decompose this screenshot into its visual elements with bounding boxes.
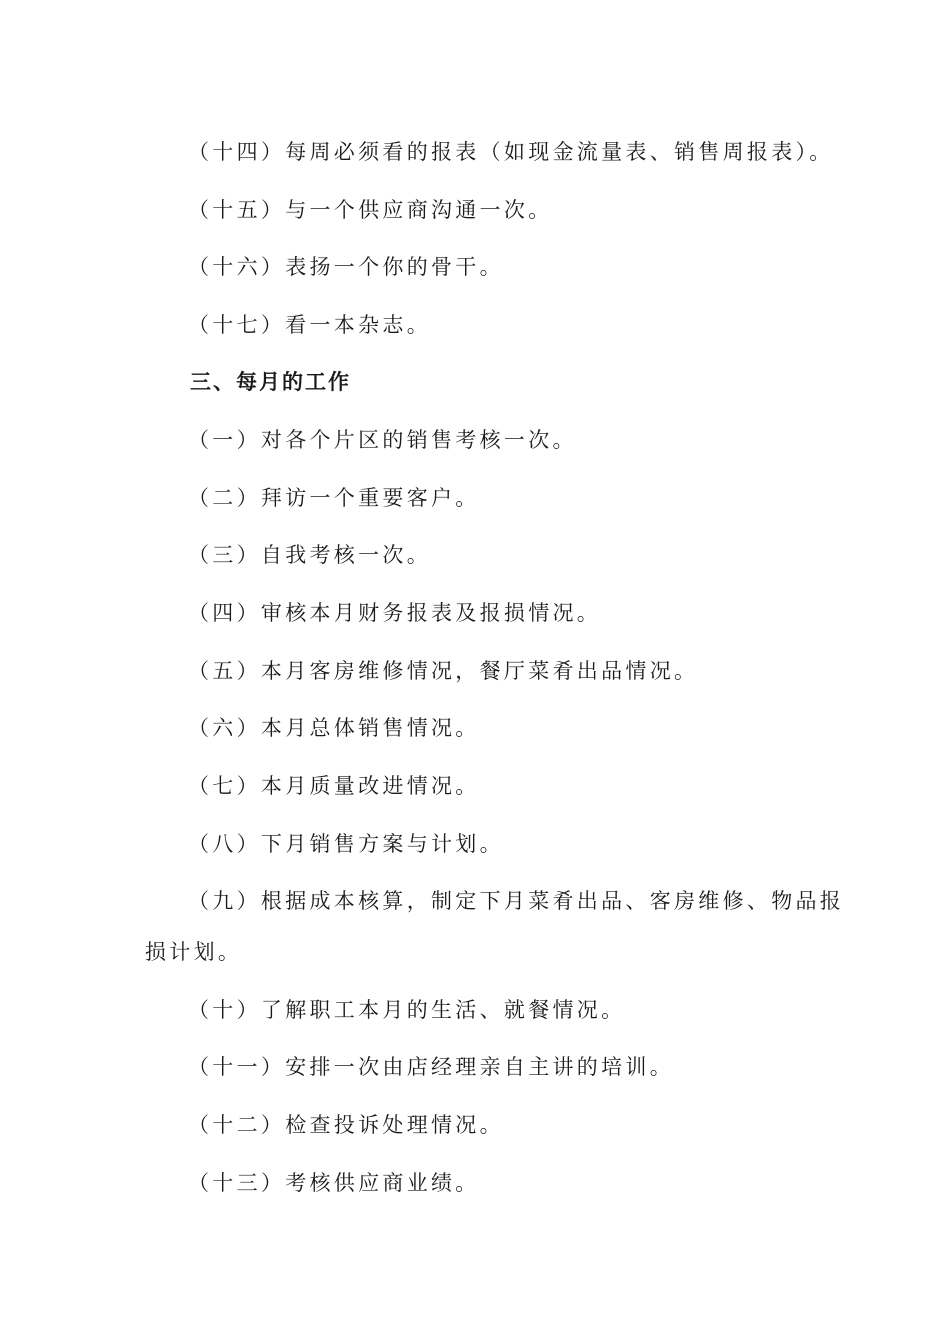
list-item: （八）下月销售方案与计划。: [188, 832, 504, 856]
list-item: （四）审核本月财务报表及报损情况。: [188, 601, 602, 625]
list-item: （十四）每周必须看的报表（如现金流量表、销售周报表）。: [188, 140, 834, 164]
list-item-line-1: （九）根据成本核算，制定下月菜肴出品、客房维修、物品报: [188, 889, 845, 913]
list-item: （五）本月客房维修情况，餐厅菜肴出品情况。: [188, 659, 699, 683]
list-item: （十）了解职工本月的生活、就餐情况。: [188, 998, 626, 1022]
list-item: （十七）看一本杂志。: [188, 313, 431, 337]
list-item: （七）本月质量改进情况。: [188, 774, 480, 798]
list-item: （一）对各个片区的销售考核一次。: [188, 428, 577, 452]
list-item: （六）本月总体销售情况。: [188, 716, 480, 740]
list-item: （十六）表扬一个你的骨干。: [188, 255, 504, 279]
list-item: （十一）安排一次由店经理亲自主讲的培训。: [188, 1055, 674, 1079]
list-item: （十五）与一个供应商沟通一次。: [188, 198, 553, 222]
list-item: （三）自我考核一次。: [188, 543, 431, 567]
list-item: （十三）考核供应商业绩。: [188, 1171, 480, 1195]
list-item: （二）拜访一个重要客户。: [188, 486, 480, 510]
list-item-line-2: 损计划。: [145, 940, 243, 964]
list-item: （十二）检查投诉处理情况。: [188, 1113, 504, 1137]
section-heading: 三、每月的工作: [190, 370, 351, 394]
